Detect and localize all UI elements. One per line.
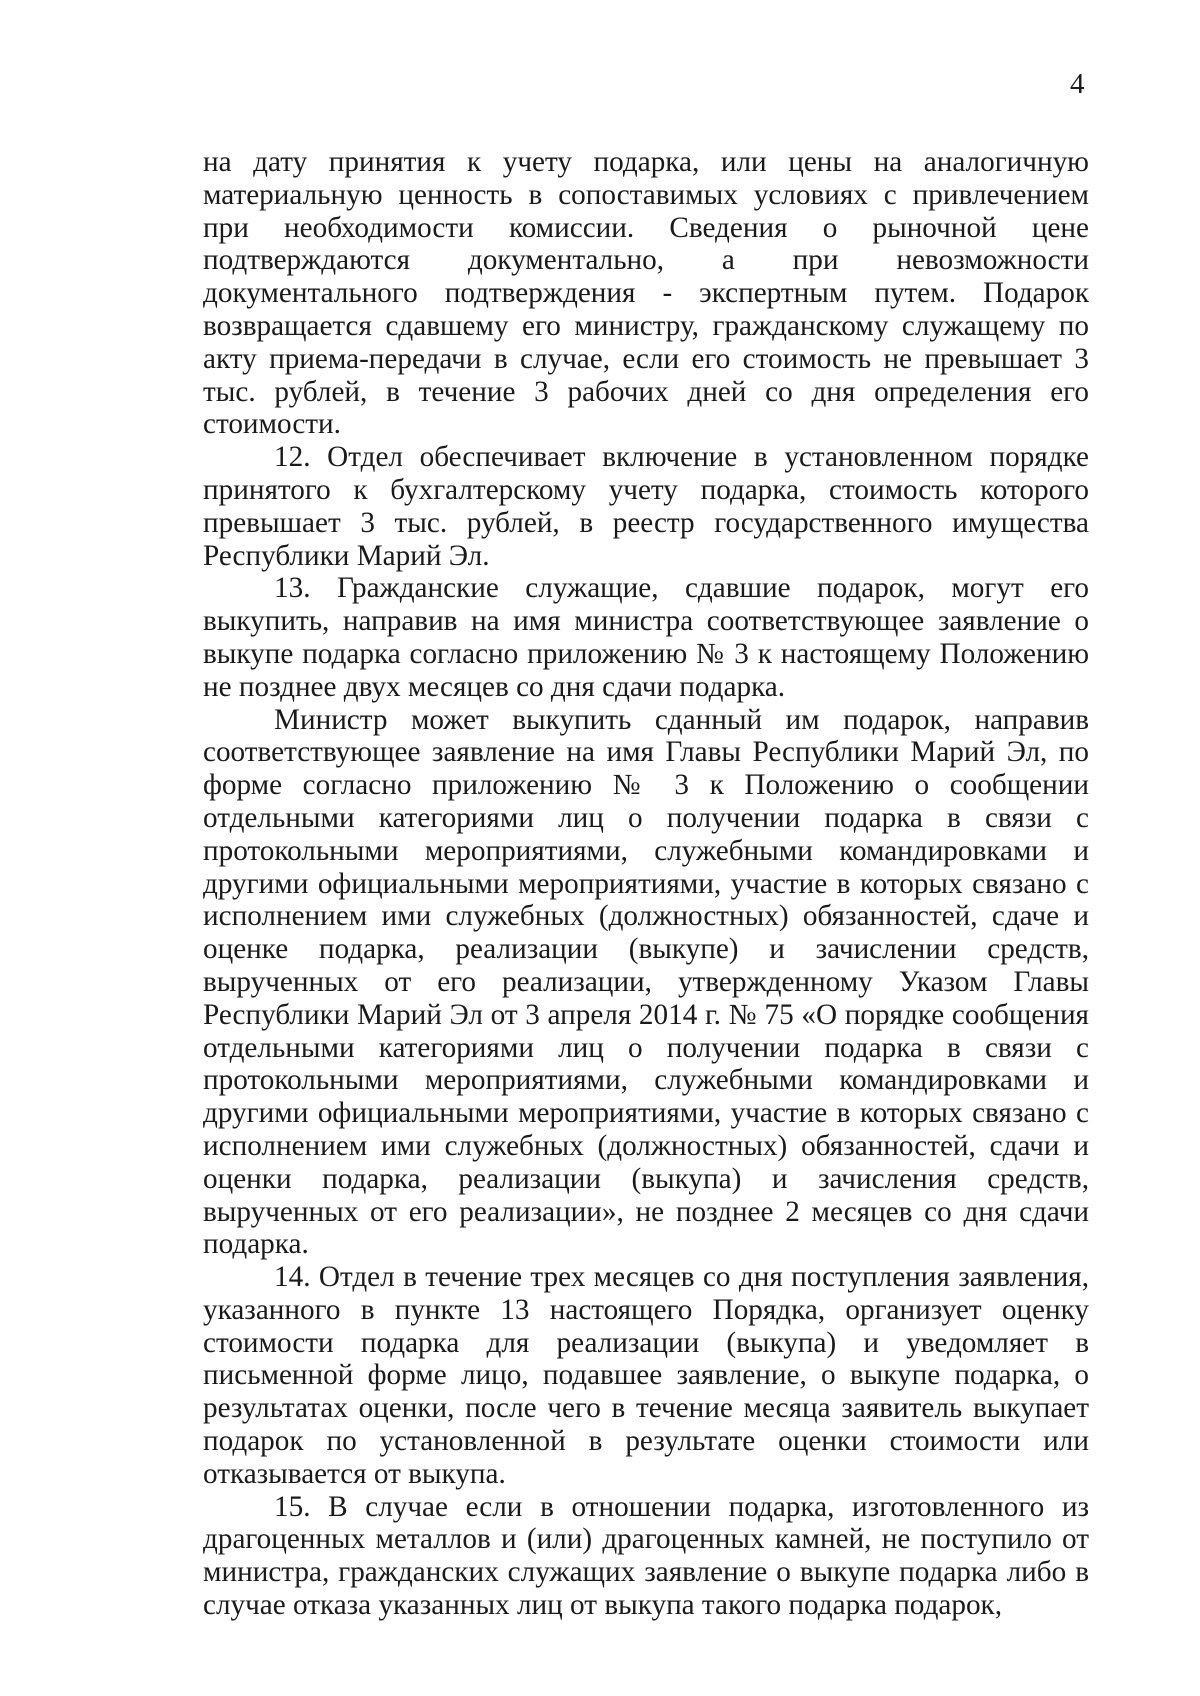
paragraph-minister-buyout: Министр может выкупить сданный им подарок, направив соответствующее заявление на имя Главы Республики Марий Эл, по форме согласно приложению № 3 к Положению о сообщении отдельными категориями лиц о получении подарка в связи с протокольными мероприятиями, служебными командировками и другими официальными мероприятиями, участие в которых связано с исполнением ими служебных (должностных) обязанностей, сдаче и оценке подарка, реализации (выкупе) и зачислении средств, вырученных от его реализации, утвержденному Указом Главы Республики Марий Эл от 3 апреля 2014 г. № 75 «О порядке сообщения отдельными категориями лиц о получении подарка в связи с протокольными мероприятиями, служебными командировками и другими официальными мероприятиями, участие в которых связано с исполнением ими служебных (должностных) обязанностей, сдачи и оценки подарка, реализации (выкупа) и зачисления средств, вырученных от его реализации», не позднее 2 месяцев со дня сдачи подарка. — [203, 703, 1089, 1261]
paragraph-clause-13: 13. Гражданские служащие, сдавшие подарок, могут его выкупить, направив на имя министра соответствующее заявление о выкупе подарка согласно приложению № 3 к настоящему Положению не позднее двух месяцев со дня сдачи подарка. — [203, 572, 1089, 703]
page-number: 4 — [1070, 68, 1085, 100]
paragraph-clause-12: 12. Отдел обеспечивает включение в установленном порядке принятого к бухгалтерскому учету подарка, стоимость которого превышает 3 тыс. рублей, в реестр государственного имущества Республики Марий Эл. — [203, 441, 1089, 572]
document-body — [203, 146, 1089, 1622]
paragraph-clause-15: 15. В случае если в отношении подарка, изготовленного из драгоценных металлов и (или) драгоценных камней, не поступило от министра, гражданских служащих заявление о выкупе подарка либо в случае отказа указанных лиц от выкупа такого подарка подарок, — [203, 1490, 1089, 1622]
paragraph-continuation: на дату принятия к учету подарка, или цены на аналогичную материальную ценность в сопоставимых условиях с привлечением при необходимости комиссии. Сведения о рыночной цене подтверждаются документально, а при невозможности документального подтверждения - экспертным путем. Подарок возвращается сдавшему его министру, гражданскому служащему по акту приема-передачи в случае, если его стоимость не превышает 3 тыс. рублей, в течение 3 рабочих дней со дня определения его стоимости. — [203, 146, 1089, 441]
paragraph-clause-14: 14. Отдел в течение трех месяцев со дня поступления заявления, указанного в пункте 13 настоящего Порядка, организует оценку стоимости подарка для реализации (выкупа) и уведомляет в письменной форме лицо, подавшее заявление, о выкупе подарка, о результатах оценки, после чего в течение месяца заявитель выкупает подарок по установленной в результате оценки стоимости или отказывается от выкупа. — [203, 1261, 1089, 1490]
